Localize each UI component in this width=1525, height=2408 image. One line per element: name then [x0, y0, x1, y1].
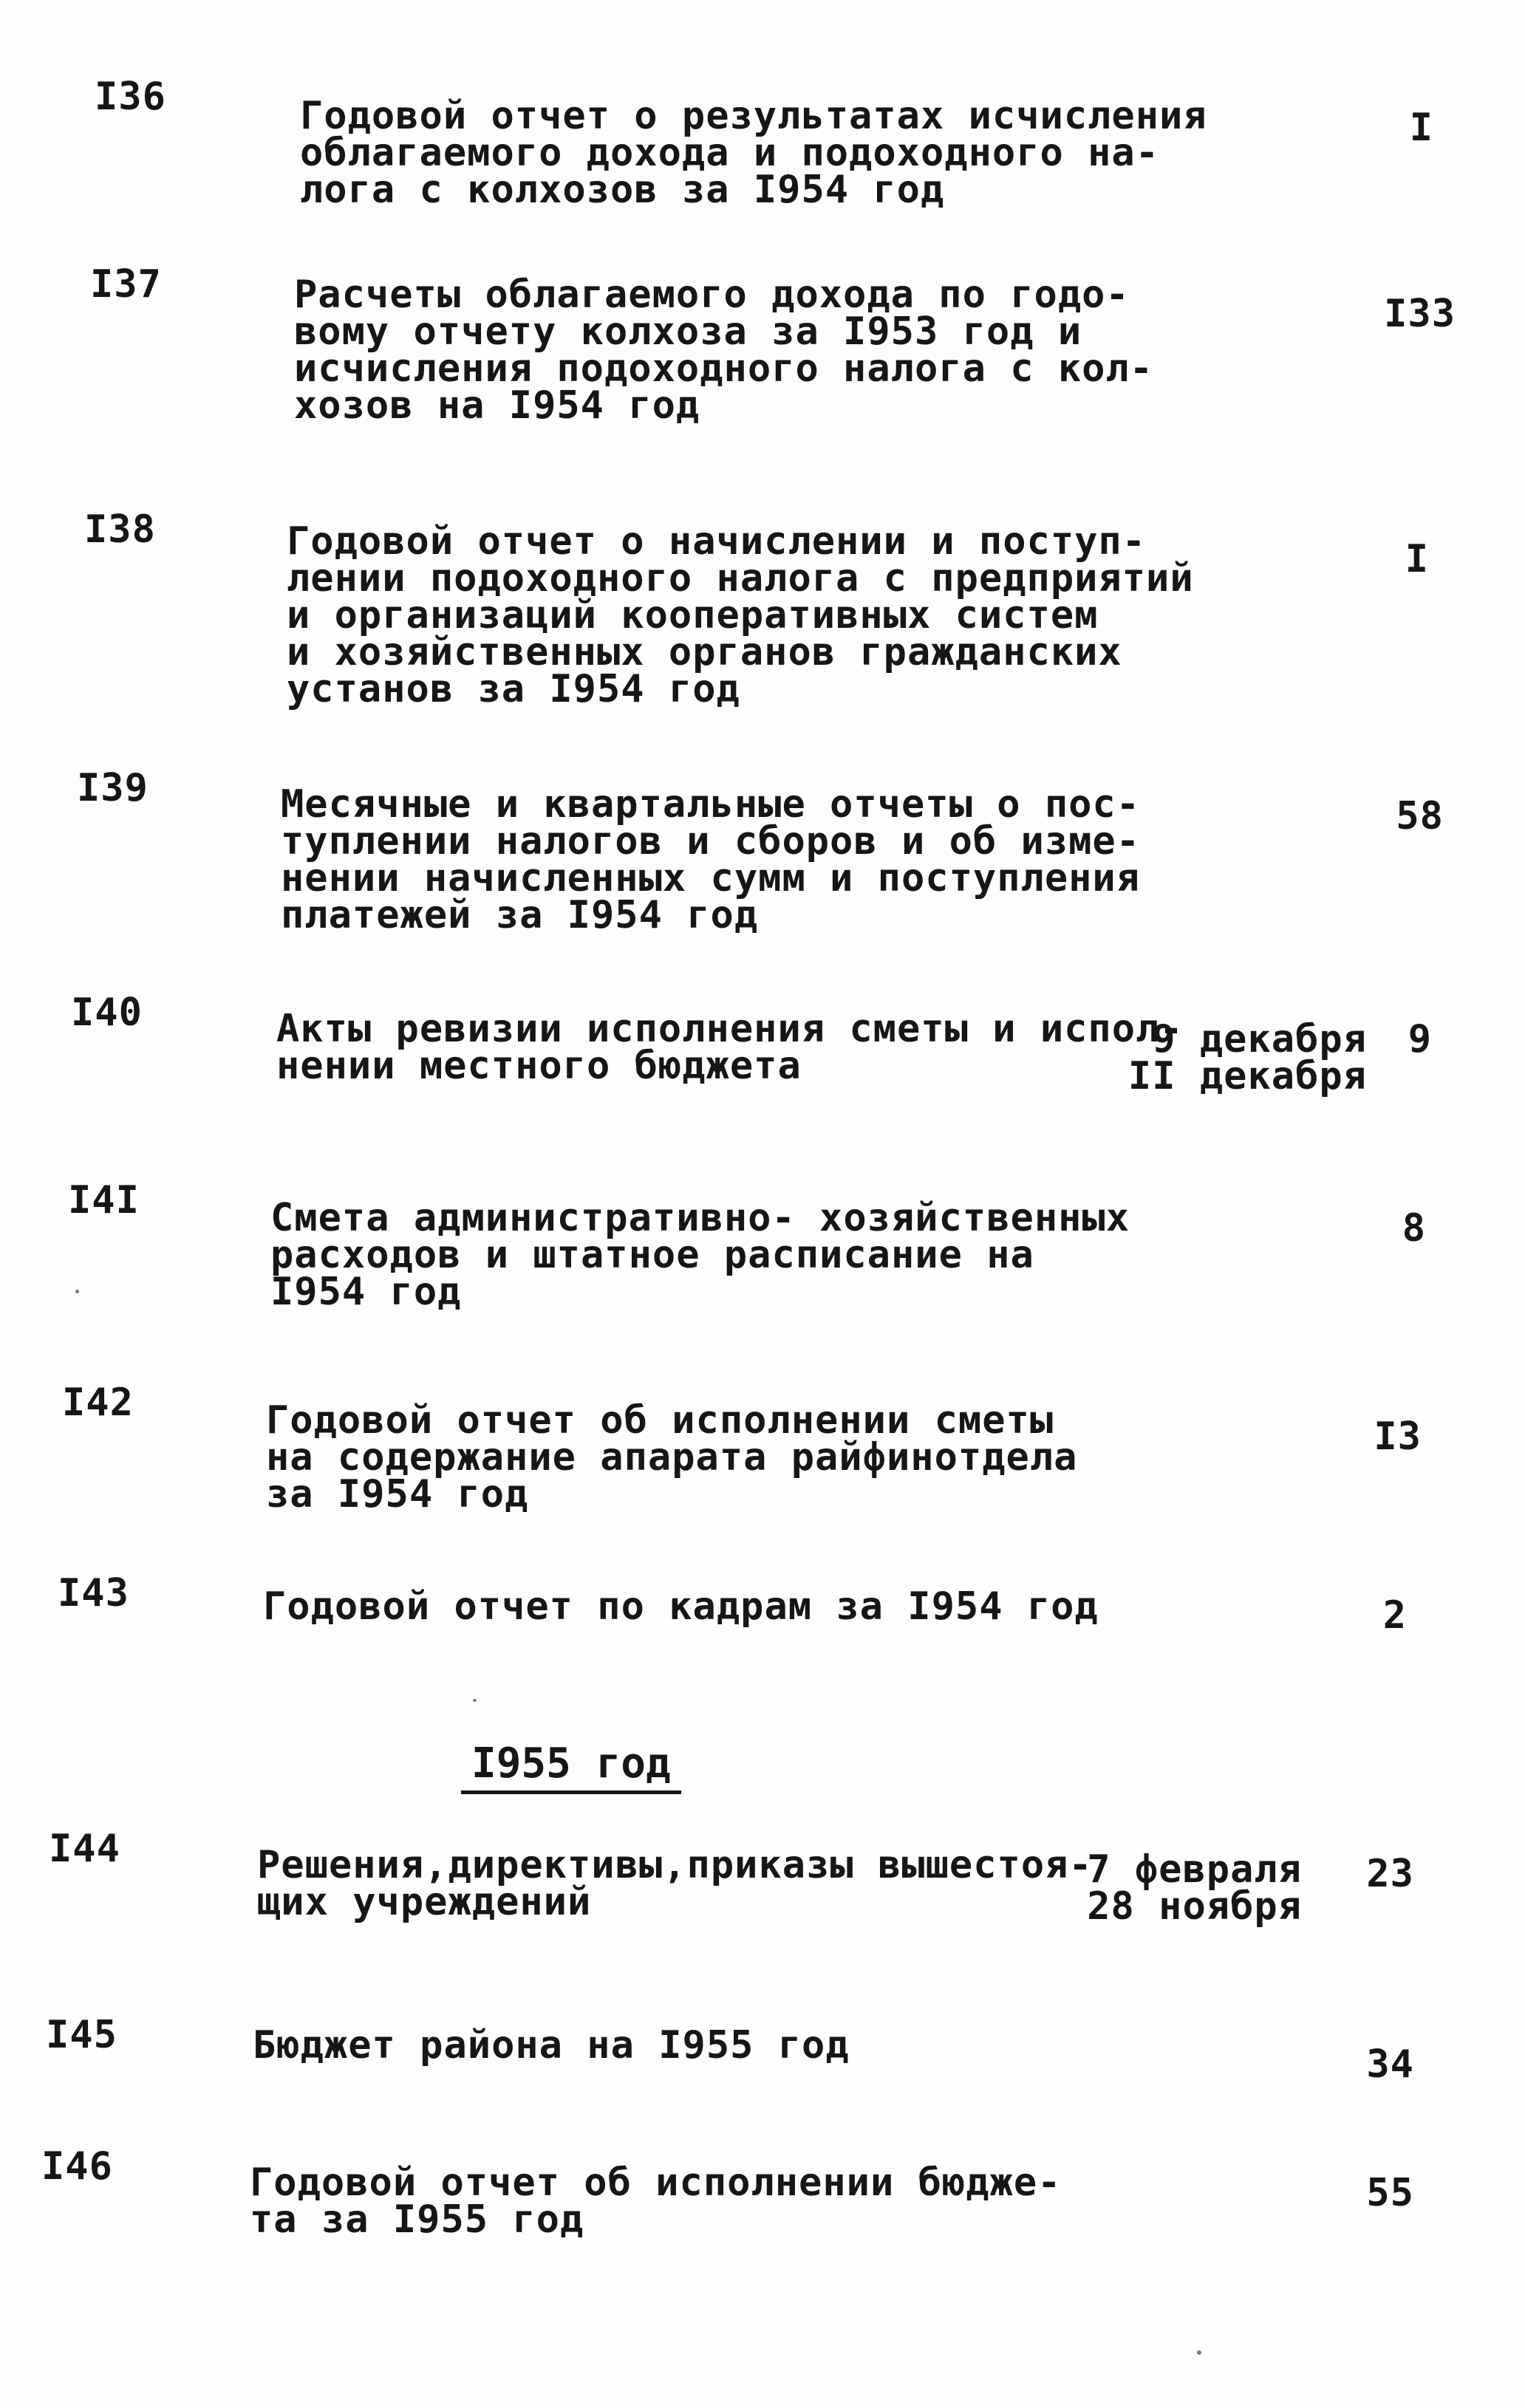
entry-sheet-count: I	[1405, 537, 1429, 581]
entry-number: I38	[84, 507, 156, 552]
entry-title: Акты ревизии исполнения сметы и испол- нении местного бюджета	[276, 1007, 1184, 1088]
entry-number: I39	[77, 766, 149, 810]
entry-sheet-count: I33	[1384, 292, 1456, 336]
entry-sheet-count: 8	[1402, 1206, 1426, 1251]
entry-title: Годовой отчет об исполнении бюдже- та за I955 год	[250, 2161, 1062, 2242]
entry-sheet-count: I	[1409, 106, 1433, 150]
entry-sheet-count: 34	[1366, 2042, 1414, 2087]
entry-sheet-count: I3	[1374, 1415, 1422, 1459]
entry-number: I45	[46, 2013, 117, 2057]
entry-number: I4I	[68, 1178, 140, 1222]
entry-number: I37	[90, 262, 162, 307]
entry-number: I42	[62, 1381, 134, 1425]
entry-title: Решения,директивы,приказы вышестоя- щих учреждений	[257, 1843, 1093, 1924]
entry-date-range: 9 декабря II декабря	[1127, 1017, 1367, 1098]
entry-number: I40	[71, 991, 143, 1035]
entry-title: Годовой отчет об исполнении сметы на содержание апарата райфинотдела за I954 год	[266, 1398, 1078, 1516]
entry-title: Годовой отчет о результатах исчисления облагаемого дохода и подоходного на- лога с колхозов за I954 год	[300, 94, 1207, 212]
entry-sheet-count: 55	[1366, 2171, 1414, 2215]
entry-title: Годовой отчет по кадрам за I954 год	[263, 1584, 1099, 1629]
section-year-heading: I955 год	[461, 1742, 681, 1794]
entry-title: Месячные и квартальные отчеты о пос- туплении налогов и сборов и об изме- нении начисленных сумм и поступления платежей за I954 год	[281, 782, 1141, 937]
entry-title: Годовой отчет о начислении и поступ- лении подоходного налога с предприятий и организаций кооперативных систем и хозяйственных органов гражданских установ за I954 год	[287, 519, 1194, 711]
entry-number: I46	[41, 2144, 113, 2189]
entry-sheet-count: 9	[1408, 1017, 1432, 1061]
scan-speck	[1197, 2350, 1201, 2355]
entry-number: I43	[58, 1571, 129, 1615]
scan-speck	[75, 1290, 79, 1293]
scan-speck	[473, 1699, 477, 1702]
entry-number: I36	[95, 75, 166, 119]
entry-number: I44	[49, 1827, 120, 1871]
entry-title: Расчеты облагаемого дохода по годо- вому отчету колхоза за I953 год и исчисления подоходного налога с кол- хозов на I954 год	[294, 273, 1154, 428]
entry-title: Смета административно- хозяйственных расходов и штатное расписание на I954 год	[270, 1196, 1130, 1314]
entry-date-range: 7 февраля 28 ноября	[1087, 1847, 1302, 1929]
entry-sheet-count: 23	[1366, 1852, 1414, 1896]
entry-sheet-count: 2	[1382, 1593, 1407, 1638]
entry-title: Бюджет района на I955 год	[253, 2023, 850, 2067]
entry-sheet-count: 58	[1396, 794, 1444, 838]
